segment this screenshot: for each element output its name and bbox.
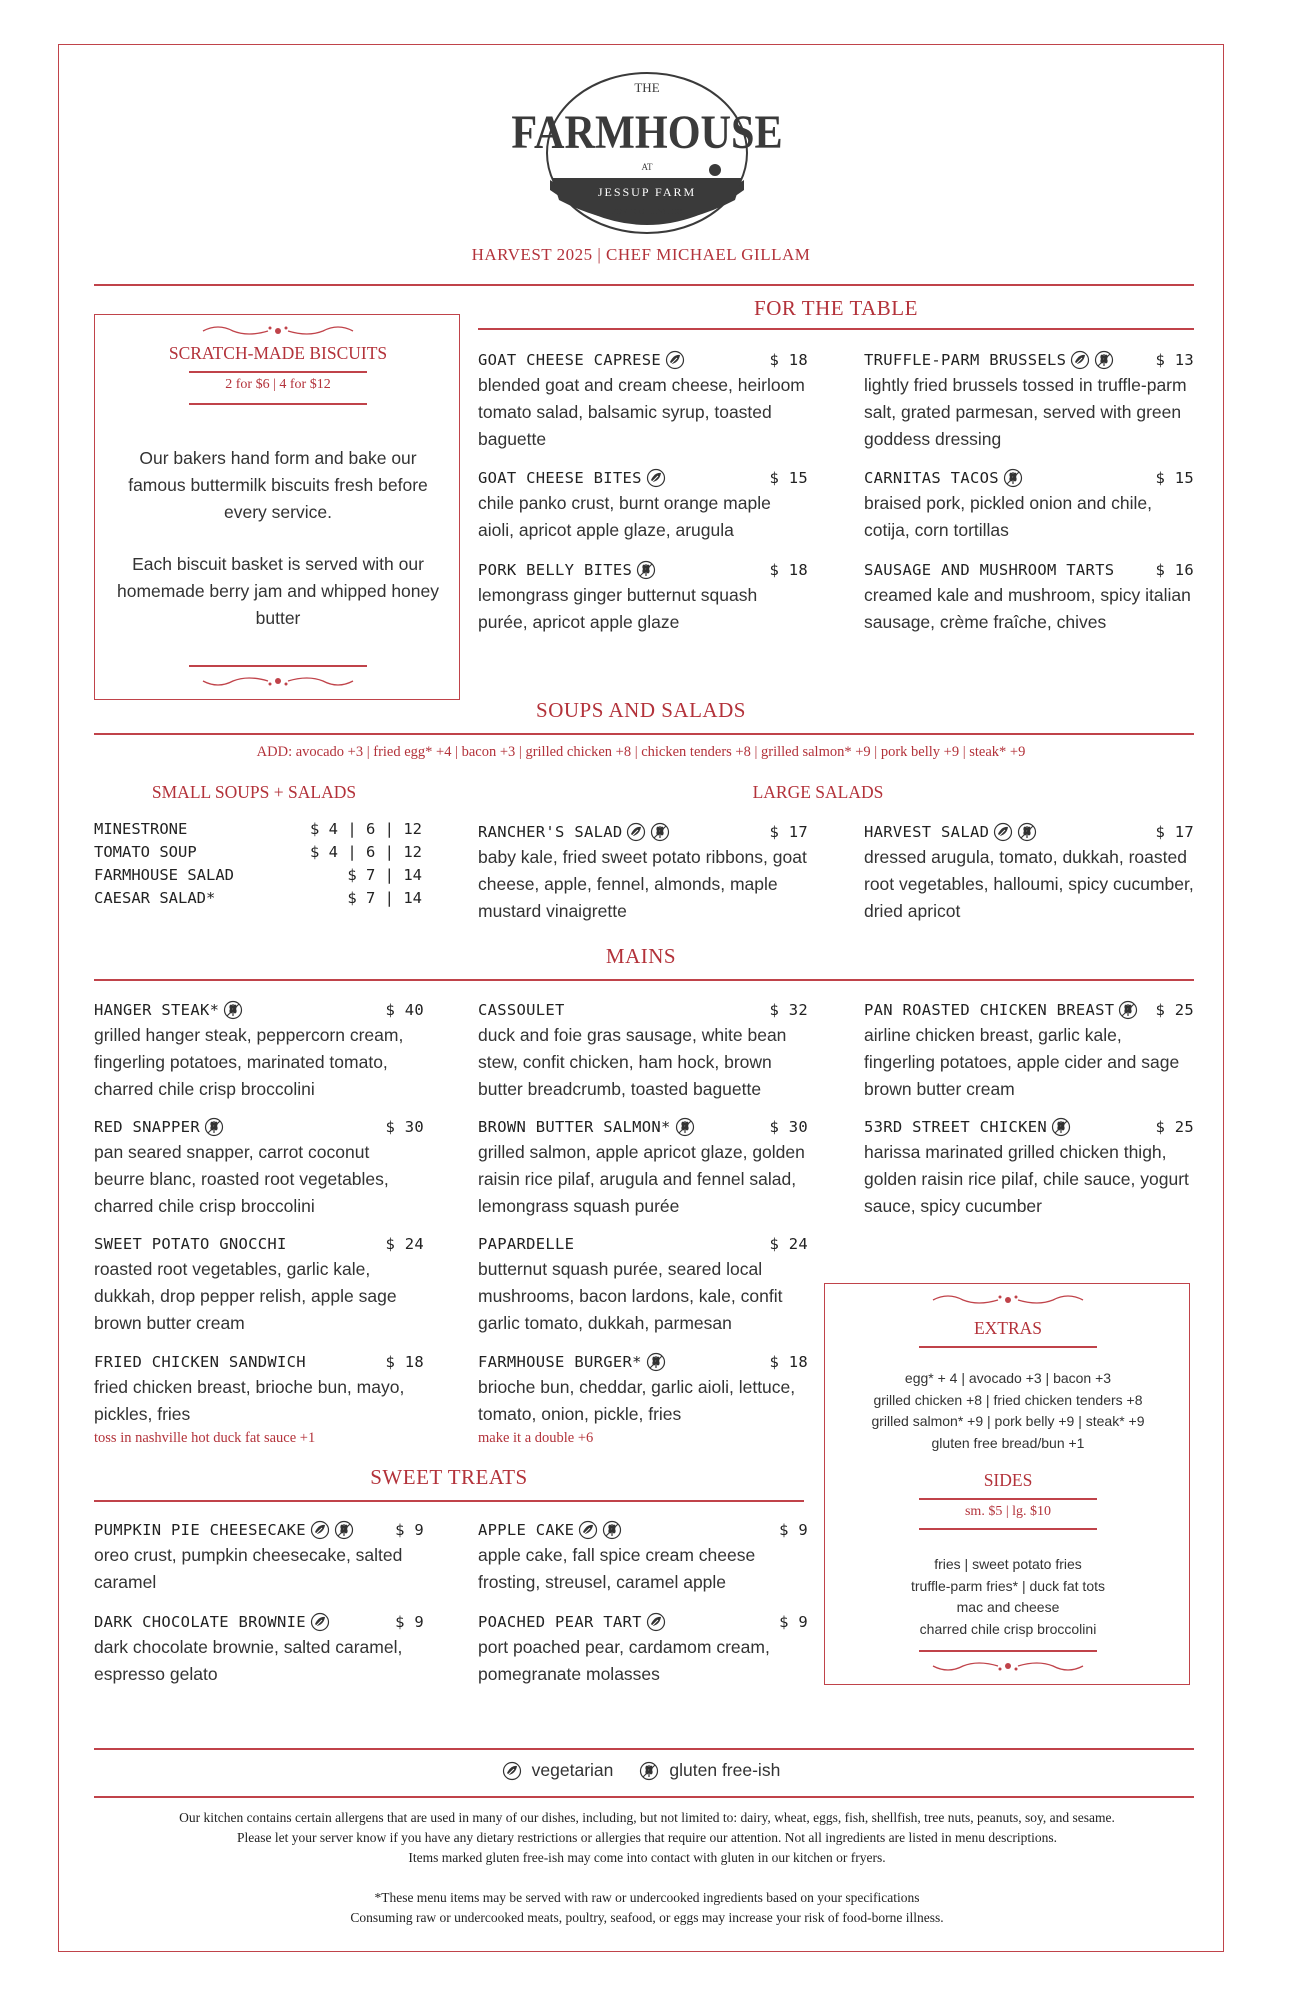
biscuits-desc-1: Our bakers hand form and bake our famous buttermilk biscuits fresh before every service.: [128, 448, 428, 522]
item-description: lemongrass ginger butternut squash purée, apricot apple glaze: [478, 585, 758, 632]
flourish-icon: [928, 1658, 1088, 1674]
vegetarian-icon: [993, 822, 1013, 842]
item-header: [864, 820, 1194, 844]
svg-text:JESSUP FARM: JESSUP FARM: [597, 185, 697, 199]
item-header: [478, 558, 808, 582]
item-description: pan seared snapper, carrot coconut beurre blanc, roasted root vegetables, charred chile crisp broccolini: [94, 1142, 389, 1216]
item-header: [478, 1350, 808, 1374]
item-name-group: [94, 1353, 306, 1371]
vegetarian-icon: [1070, 350, 1090, 370]
item-name-group: [478, 1352, 666, 1372]
gluten-free-icon: [1003, 468, 1023, 488]
menu-subtitle: HARVEST 2025 | CHEF MICHAEL GILLAM: [471, 245, 811, 264]
menu-item-goat-cheese-bites: [478, 466, 808, 544]
menu-item-harvest-salad: [864, 820, 1194, 925]
item-price: $ 18: [385, 1353, 424, 1371]
item-name-group: [478, 1117, 695, 1137]
item-description: brioche bun, cheddar, garlic aioli, lettuce, tomato, onion, pickle, fries: [478, 1377, 796, 1424]
gluten-free-icon: [639, 1760, 659, 1781]
section-soups-salads: SOUPS AND SALADS: [536, 698, 746, 722]
item-price: $ 24: [385, 1235, 424, 1253]
extras-list: [825, 1368, 1191, 1454]
item-name: RED SNAPPER: [94, 1118, 200, 1136]
divider: [94, 284, 1194, 286]
vegetarian-icon: [310, 1520, 330, 1540]
item-header: [94, 1115, 424, 1139]
menu-item-rancher-s-salad: [478, 820, 808, 925]
item-price: $ 7 | 14: [347, 866, 422, 884]
item-price: $ 15: [1155, 469, 1194, 487]
menu-item-hanger-steak: [94, 998, 424, 1103]
item-name-group: [478, 1001, 565, 1019]
menu-item-pork-belly-bites: [478, 558, 808, 636]
svg-text:AT: AT: [641, 162, 653, 172]
small-soups-list: [94, 820, 422, 912]
gluten-free-icon: [636, 560, 656, 580]
item-name-group: [478, 560, 656, 580]
item-name: TOMATO SOUP: [94, 843, 197, 861]
item-price: $ 18: [769, 351, 808, 369]
legend-gluten-free: gluten free-ish: [669, 1760, 781, 1781]
flourish-icon: [198, 673, 358, 689]
item-name-group: [864, 468, 1023, 488]
menu-item-apple-cake: [478, 1518, 808, 1596]
item-description: creamed kale and mushroom, spicy italian sausage, crème fraîche, chives: [864, 585, 1191, 632]
allergen-note-1: Our kitchen contains certain allergens that are used in many of our dishes, including, but not limited to: dairy, wheat, eggs, fish, shellfish, tree nuts, peanuts, soy, and sesame.: [179, 1810, 1115, 1825]
item-name-group: [478, 1612, 666, 1632]
allergen-note-2: Please let your server know if you have any dietary restrictions or allergies that require our attention. Not all ingredients are listed in menu descriptions.: [236, 1830, 1057, 1845]
item-name: PORK BELLY BITES: [478, 561, 633, 579]
svg-text:FARMHOUSE: FARMHOUSE: [511, 105, 783, 159]
item-price: $ 24: [769, 1235, 808, 1253]
vegetarian-icon: [310, 1612, 330, 1632]
item-header: [864, 1115, 1194, 1139]
vegetarian-icon: [626, 822, 646, 842]
gluten-free-icon: [1051, 1117, 1071, 1137]
item-name: BROWN BUTTER SALMON*: [478, 1118, 671, 1136]
item-name-group: [94, 1000, 243, 1020]
item-price: $ 16: [1155, 561, 1194, 579]
item-name-group: [864, 350, 1114, 370]
item-price: $ 40: [385, 1001, 424, 1019]
menu-item-sweet-potato-gnocchi: [94, 1232, 424, 1337]
flourish-icon: [198, 323, 358, 339]
item-name-group: [478, 1235, 574, 1253]
farmhouse-logo: [511, 70, 783, 236]
item-name: FRIED CHICKEN SANDWICH: [94, 1353, 306, 1371]
list-item: mac and cheese: [956, 1599, 1060, 1615]
item-description: braised pork, pickled onion and chile, cotija, corn tortillas: [864, 493, 1152, 540]
item-name: TRUFFLE-PARM BRUSSELS: [864, 351, 1067, 369]
item-name-group: [864, 561, 1114, 579]
item-description: oreo crust, pumpkin cheesecake, salted caramel: [94, 1545, 403, 1592]
vegetarian-icon: [646, 1612, 666, 1632]
item-name: FARMHOUSE SALAD: [94, 866, 234, 884]
item-description: roasted root vegetables, garlic kale, dukkah, drop pepper relish, apple sage brown butter cream: [94, 1259, 397, 1333]
menu-item-carnitas-tacos: [864, 466, 1194, 544]
extras-sides-box: [824, 1283, 1190, 1685]
sides-list: [825, 1554, 1191, 1640]
menu-item-fried-chicken-sandwich: [94, 1350, 424, 1447]
item-header: [478, 998, 808, 1022]
item-description: lightly fried brussels tossed in truffle-parm salt, grated parmesan, served with green goddess dressing: [864, 375, 1187, 449]
biscuits-price: 2 for $6 | 4 for $12: [225, 377, 331, 392]
gluten-free-icon: [1017, 822, 1037, 842]
item-description: dark chocolate brownie, salted caramel, espresso gelato: [94, 1637, 403, 1684]
item-name: GOAT CHEESE CAPRESE: [478, 351, 662, 369]
small-soups-title: SMALL SOUPS + SALADS: [151, 782, 357, 802]
item-price: $ 18: [769, 561, 808, 579]
item-name: APPLE CAKE: [478, 1521, 575, 1539]
gluten-free-icon: [1094, 350, 1114, 370]
item-price: $ 4 | 6 | 12: [310, 820, 422, 838]
item-name: PAPARDELLE: [478, 1235, 575, 1253]
menu-item-pumpkin-pie-cheesecake: [94, 1518, 424, 1596]
item-description: harissa marinated grilled chicken thigh, golden raisin rice pilaf, chile sauce, yogurt sauce, spicy cucumber: [864, 1142, 1189, 1216]
item-price: $ 9: [395, 1613, 424, 1631]
sides-price: sm. $5 | lg. $10: [964, 1504, 1052, 1519]
item-name: PUMPKIN PIE CHEESECAKE: [94, 1521, 306, 1539]
vegetarian-icon: [665, 350, 685, 370]
item-description: duck and foie gras sausage, white bean stew, confit chicken, ham hock, brown butter breadcrumb, toasted baguette: [478, 1025, 787, 1099]
item-header: [478, 348, 808, 372]
menu-item-dark-chocolate-brownie: [94, 1610, 424, 1688]
vegetarian-icon: [646, 468, 666, 488]
item-price: $ 25: [1155, 1118, 1194, 1136]
small-item-minestrone: [94, 820, 422, 843]
item-name: RANCHER'S SALAD: [478, 823, 623, 841]
item-name: POACHED PEAR TART: [478, 1613, 642, 1631]
item-name: PAN ROASTED CHICKEN BREAST: [864, 1001, 1115, 1019]
svg-text:FORT COLLINS, CO: FORT COLLINS, CO: [611, 207, 683, 216]
item-description: port poached pear, cardamom cream, pomegranate molasses: [478, 1637, 770, 1684]
item-header: [864, 466, 1194, 490]
item-note: make it a double +6: [478, 1430, 594, 1446]
menu-item-truffle-parm-brussels: [864, 348, 1194, 453]
item-name-group: [478, 350, 685, 370]
item-name: DARK CHOCOLATE BROWNIE: [94, 1613, 306, 1631]
item-description: chile panko crust, burnt orange maple aioli, apricot apple glaze, arugula: [478, 493, 771, 540]
biscuits-title: SCRATCH-MADE BISCUITS: [168, 343, 388, 363]
item-price: $ 9: [779, 1613, 808, 1631]
item-description: fried chicken breast, brioche bun, mayo, pickles, fries: [94, 1377, 405, 1424]
item-name: GOAT CHEESE BITES: [478, 469, 642, 487]
item-header: [478, 466, 808, 490]
legend: [58, 1760, 1224, 1781]
item-name-group: [478, 822, 670, 842]
item-price: $ 4 | 6 | 12: [310, 843, 422, 861]
item-description: dressed arugula, tomato, dukkah, roasted root vegetables, halloumi, spicy cucumber, dried apricot: [864, 847, 1194, 921]
item-price: $ 15: [769, 469, 808, 487]
sides-title: SIDES: [983, 1470, 1033, 1490]
item-description: blended goat and cream cheese, heirloom tomato salad, balsamic syrup, toasted baguette: [478, 375, 805, 449]
item-header: [864, 348, 1194, 372]
item-name: CARNITAS TACOS: [864, 469, 999, 487]
item-name: FARMHOUSE BURGER*: [478, 1353, 642, 1371]
menu-item-goat-cheese-caprese: [478, 348, 808, 453]
item-header: [478, 1232, 808, 1256]
item-name-group: [94, 1117, 224, 1137]
item-header: [478, 820, 808, 844]
item-description: apple cake, fall spice cream cheese frosting, streusel, caramel apple: [478, 1545, 756, 1592]
menu-item-sausage-and-mushroom-tarts: [864, 558, 1194, 636]
menu-item-cassoulet: [478, 998, 808, 1103]
gluten-free-icon: [1118, 1000, 1138, 1020]
item-header: [478, 1115, 808, 1139]
item-price: $ 32: [769, 1001, 808, 1019]
list-item: gluten free bread/bun +1: [931, 1434, 1085, 1451]
menu-item-farmhouse-burger: [478, 1350, 808, 1447]
item-header: [94, 1232, 424, 1256]
small-item-farmhouse-salad: [94, 866, 422, 889]
item-price: $ 18: [769, 1353, 808, 1371]
gluten-free-icon: [334, 1520, 354, 1540]
gluten-free-icon: [646, 1352, 666, 1372]
item-header: [864, 998, 1194, 1022]
allergen-note-3: Items marked gluten free-ish may come into contact with gluten in our kitchen or fryers.: [408, 1850, 886, 1865]
menu-item-53rd-street-chicken: [864, 1115, 1194, 1220]
menu-item-poached-pear-tart: [478, 1610, 808, 1688]
biscuits-desc-2: Each biscuit basket is served with our homemade berry jam and whipped honey butter: [117, 554, 439, 628]
item-header: [94, 1518, 424, 1542]
item-header: [478, 1610, 808, 1634]
item-description: grilled hanger steak, peppercorn cream, fingerling potatoes, marinated tomato, charred chile crisp broccolini: [94, 1025, 404, 1099]
item-price: $ 17: [1155, 823, 1194, 841]
item-name-group: [94, 1520, 354, 1540]
item-name: MINESTRONE: [94, 820, 188, 838]
item-name-group: [478, 1520, 622, 1540]
item-name-group: [864, 1117, 1071, 1137]
menu-item-papardelle: [478, 1232, 808, 1337]
item-name-group: [94, 1612, 330, 1632]
item-name-group: [94, 1235, 287, 1253]
small-item-caesar-salad: [94, 889, 422, 912]
item-name: SWEET POTATO GNOCCHI: [94, 1235, 287, 1253]
add-ons-line: ADD: avocado +3 | fried egg* +4 | bacon +3 | grilled chicken +8 | chicken tenders +8 | grilled salmon* +9 | pork belly +9 | steak* +9: [256, 744, 1026, 760]
item-note: toss in nashville hot duck fat sauce +1: [94, 1430, 316, 1446]
legend-vegetarian: vegetarian: [531, 1760, 614, 1781]
gluten-free-icon: [204, 1117, 224, 1137]
menu-item-brown-butter-salmon: [478, 1115, 808, 1220]
item-description: baby kale, fried sweet potato ribbons, goat cheese, apple, fennel, almonds, maple mustard vinaigrette: [478, 847, 807, 921]
menu-item-red-snapper: [94, 1115, 424, 1220]
list-item: grilled chicken +8 | fried chicken tenders +8: [873, 1391, 1143, 1408]
item-header: [864, 558, 1194, 582]
raw-warning-1: *These menu items may be served with raw or undercooked ingredients based on your specifications: [374, 1890, 920, 1905]
item-price: $ 25: [1155, 1001, 1194, 1019]
small-item-tomato-soup: [94, 843, 422, 866]
gluten-free-icon: [650, 822, 670, 842]
list-item: fries | sweet potato fries: [934, 1556, 1082, 1572]
extras-title: EXTRAS: [973, 1318, 1043, 1338]
item-price: $ 17: [769, 823, 808, 841]
item-price: $ 7 | 14: [347, 889, 422, 907]
vegetarian-icon: [578, 1520, 598, 1540]
item-description: butternut squash purée, seared local mushrooms, bacon lardons, kale, confit garlic tomato, dukkah, parmesan: [478, 1259, 783, 1333]
item-name: HARVEST SALAD: [864, 823, 990, 841]
list-item: charred chile crisp broccolini: [919, 1620, 1097, 1637]
item-header: [94, 1350, 424, 1374]
item-header: [94, 998, 424, 1022]
raw-warning-2: Consuming raw or undercooked meats, poultry, seafood, or eggs may increase your risk of food-borne illness.: [350, 1910, 944, 1925]
gluten-free-icon: [223, 1000, 243, 1020]
item-price: $ 30: [385, 1118, 424, 1136]
list-item: truffle-parm fries* | duck fat tots: [910, 1577, 1105, 1594]
item-price: $ 30: [769, 1118, 808, 1136]
item-name: HANGER STEAK*: [94, 1001, 220, 1019]
biscuits-box: [94, 314, 460, 700]
item-header: [478, 1518, 808, 1542]
item-name: 53RD STREET CHICKEN: [864, 1118, 1048, 1136]
svg-text:THE: THE: [634, 80, 660, 95]
item-header: [94, 1610, 424, 1634]
item-description: grilled salmon, apple apricot glaze, golden raisin rice pilaf, arugula and fennel salad, lemongrass squash purée: [478, 1142, 805, 1216]
menu-item-pan-roasted-chicken-breast: [864, 998, 1194, 1103]
item-price: $ 9: [779, 1521, 808, 1539]
section-mains: MAINS: [605, 944, 677, 968]
item-name-group: [864, 822, 1037, 842]
item-price: $ 9: [395, 1521, 424, 1539]
large-salads-title: LARGE SALADS: [752, 782, 884, 802]
gluten-free-icon: [675, 1117, 695, 1137]
item-name: CASSOULET: [478, 1001, 565, 1019]
section-for-the-table: FOR THE TABLE: [754, 296, 918, 320]
item-name: SAUSAGE AND MUSHROOM TARTS: [864, 561, 1115, 579]
item-name: CAESAR SALAD*: [94, 889, 216, 907]
item-name-group: [864, 1000, 1138, 1020]
list-item: grilled salmon* +9 | pork belly +9 | steak* +9: [871, 1413, 1145, 1429]
item-price: $ 13: [1155, 351, 1194, 369]
item-name-group: [478, 468, 666, 488]
item-description: airline chicken breast, garlic kale, fingerling potatoes, apple cider and sage brown butter cream: [864, 1025, 1180, 1099]
flourish-icon: [928, 1292, 1088, 1308]
section-sweet-treats: SWEET TREATS: [370, 1465, 528, 1489]
gluten-free-icon: [602, 1520, 622, 1540]
list-item: egg* + 4 | avocado +3 | bacon +3: [904, 1370, 1112, 1386]
vegetarian-icon: [502, 1760, 522, 1781]
